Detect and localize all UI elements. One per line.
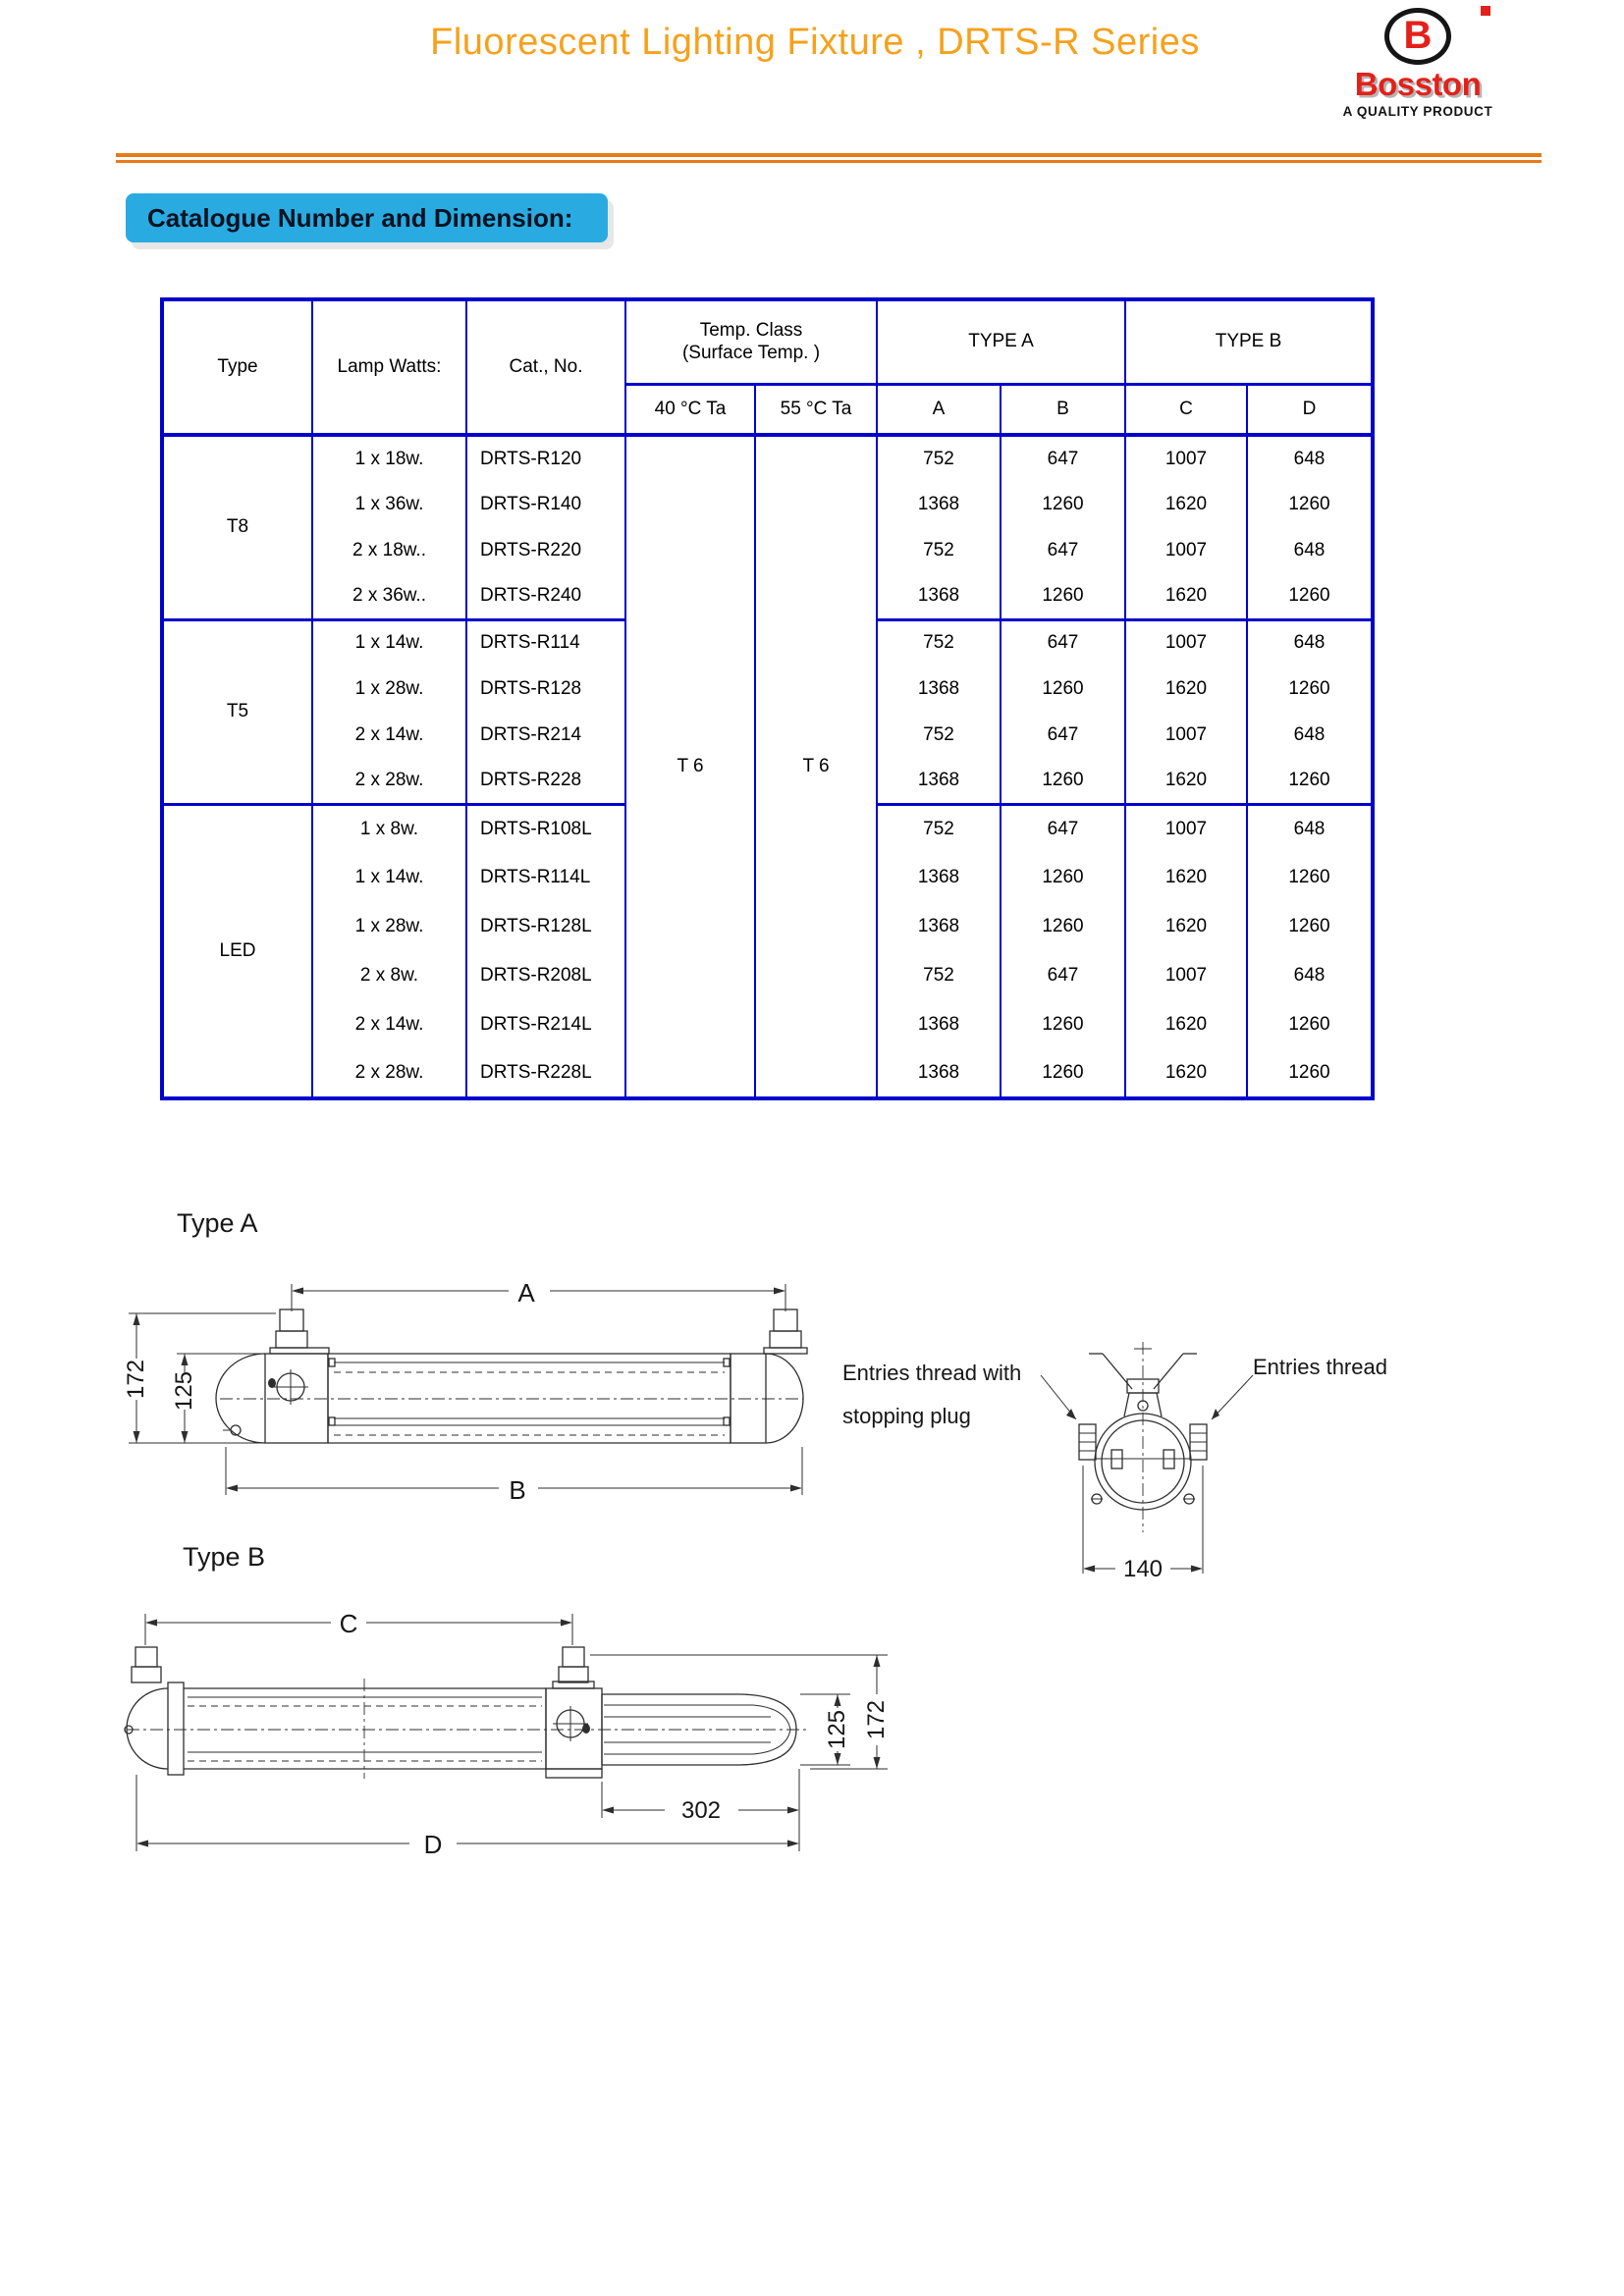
type-a-label: Type A: [177, 1208, 258, 1238]
col-header-type-b: TYPE B: [1125, 299, 1373, 384]
dim-b-cell: 1260: [1001, 1000, 1125, 1049]
lamp-watts-cell: 1 x 14w.: [312, 619, 466, 666]
dim-label-172-type-b: 172: [863, 1699, 890, 1740]
dim-a-cell: 1368: [877, 481, 1001, 527]
cat-no-cell: DRTS-R220: [466, 527, 625, 573]
type-group-cell: LED: [162, 804, 312, 1098]
brand-name: Bosston: [1354, 66, 1482, 102]
lamp-watts-cell: 1 x 8w.: [312, 804, 466, 853]
type-group-cell: T5: [162, 619, 312, 804]
table-row: [162, 435, 1373, 481]
dim-b-cell: 1260: [1001, 666, 1125, 712]
logo-b-icon: B: [1384, 8, 1451, 65]
type-b-drawing: [123, 1551, 903, 1865]
type-group-cell: T8: [162, 435, 312, 619]
cat-no-cell: DRTS-R208L: [466, 951, 625, 1000]
dim-c-cell: 1620: [1125, 1000, 1247, 1049]
dim-d-cell: 1260: [1247, 573, 1373, 619]
dim-c-cell: 1007: [1125, 527, 1247, 573]
cat-no-cell: DRTS-R228L: [466, 1049, 625, 1098]
dim-a-cell: 752: [877, 527, 1001, 573]
dim-b-cell: 647: [1001, 712, 1125, 758]
lamp-watts-cell: 2 x 36w..: [312, 573, 466, 619]
dim-b-cell: 1260: [1001, 902, 1125, 951]
dim-d-cell: 648: [1247, 435, 1373, 481]
col-header-type: Type: [162, 299, 312, 435]
dim-a-cell: 1368: [877, 573, 1001, 619]
lamp-watts-cell: 2 x 18w..: [312, 527, 466, 573]
cat-no-cell: DRTS-R108L: [466, 804, 625, 853]
lamp-watts-cell: 1 x 28w.: [312, 666, 466, 712]
cross-section-leader-lines: [1041, 1375, 1253, 1419]
dim-label-a: A: [517, 1278, 535, 1308]
catalogue-table-body: [162, 435, 1373, 1098]
dim-c-cell: 1007: [1125, 951, 1247, 1000]
dim-c-cell: 1620: [1125, 573, 1247, 619]
note-entries-thread: Entries thread: [1253, 1355, 1387, 1379]
lamp-watts-cell: 2 x 14w.: [312, 712, 466, 758]
lamp-watts-cell: 2 x 14w.: [312, 1000, 466, 1049]
dim-d-cell: 1260: [1247, 853, 1373, 902]
dim-a-cell: 752: [877, 712, 1001, 758]
lamp-watts-cell: 1 x 28w.: [312, 902, 466, 951]
dim-d-cell: 1260: [1247, 666, 1373, 712]
dim-label-140: 140: [1122, 1556, 1164, 1582]
dim-b-cell: 1260: [1001, 573, 1125, 619]
lamp-watts-cell: 1 x 36w.: [312, 481, 466, 527]
dim-d-cell: 648: [1247, 712, 1373, 758]
dim-a-cell: 752: [877, 435, 1001, 481]
dim-b-cell: 1260: [1001, 1049, 1125, 1098]
dim-label-125-type-b: 125: [824, 1709, 850, 1750]
cat-no-cell: DRTS-R128L: [466, 902, 625, 951]
cat-no-cell: DRTS-R114: [466, 619, 625, 666]
col-header-d: D: [1247, 384, 1373, 435]
dim-label-125-type-a: 125: [171, 1370, 197, 1412]
dim-a-cell: 1368: [877, 666, 1001, 712]
col-header-cat-no: Cat., No.: [466, 299, 625, 435]
dim-b-cell: 647: [1001, 951, 1125, 1000]
temp-class-55-cell: T 6: [755, 435, 877, 1098]
brand-logo: [1314, 8, 1522, 119]
dim-c-cell: 1007: [1125, 619, 1247, 666]
col-header-40c: 40 °C Ta: [625, 384, 755, 435]
dim-b-cell: 1260: [1001, 853, 1125, 902]
dim-d-cell: 1260: [1247, 758, 1373, 804]
temp-class-line1: Temp. Class: [699, 319, 803, 341]
dim-d-cell: 1260: [1247, 1000, 1373, 1049]
cat-no-cell: DRTS-R214L: [466, 1000, 625, 1049]
dim-c-cell: 1007: [1125, 712, 1247, 758]
cat-no-cell: DRTS-R240: [466, 573, 625, 619]
dim-d-cell: 1260: [1247, 902, 1373, 951]
header-rule-top: [116, 153, 1542, 157]
dim-a-cell: 752: [877, 619, 1001, 666]
col-header-c: C: [1125, 384, 1247, 435]
dim-a-cell: 752: [877, 951, 1001, 1000]
temp-class-line2: (Surface Temp. ): [681, 343, 821, 364]
dim-b-cell: 647: [1001, 435, 1125, 481]
type-b-label: Type B: [183, 1542, 266, 1572]
note-entries-thread-plug-line2: stopping plug: [842, 1404, 971, 1428]
dim-label-d: D: [423, 1830, 443, 1859]
dim-d-cell: 1260: [1247, 481, 1373, 527]
cat-no-cell: DRTS-R228: [466, 758, 625, 804]
dim-d-cell: 648: [1247, 527, 1373, 573]
brand-tagline: A QUALITY PRODUCT: [1342, 104, 1493, 119]
dim-c-cell: 1620: [1125, 481, 1247, 527]
cat-no-cell: DRTS-R128: [466, 666, 625, 712]
dim-label-172-type-a: 172: [123, 1359, 149, 1400]
cross-section-bracket: [1089, 1342, 1197, 1532]
cat-no-cell: DRTS-R114L: [466, 853, 625, 902]
dim-b-cell: 1260: [1001, 758, 1125, 804]
dim-label-302: 302: [680, 1797, 722, 1824]
dim-b-cell: 647: [1001, 527, 1125, 573]
col-header-55c: 55 °C Ta: [755, 384, 877, 435]
header-rule-bottom: [116, 160, 1542, 163]
dim-c-cell: 1620: [1125, 853, 1247, 902]
dim-label-b: B: [509, 1475, 526, 1505]
catalogue-table: [160, 297, 1375, 1100]
note-entries-thread-plug-line1: Entries thread with: [842, 1361, 1022, 1385]
dim-d-cell: 648: [1247, 619, 1373, 666]
dim-c-cell: 1620: [1125, 758, 1247, 804]
dim-label-c: C: [339, 1609, 358, 1638]
lamp-watts-cell: 2 x 28w.: [312, 758, 466, 804]
cat-no-cell: DRTS-R214: [466, 712, 625, 758]
dim-c-cell: 1007: [1125, 804, 1247, 853]
col-header-b: B: [1001, 384, 1125, 435]
cat-no-cell: DRTS-R120: [466, 435, 625, 481]
type-b-fixture: [125, 1647, 810, 1779]
dim-d-cell: 648: [1247, 804, 1373, 853]
dim-a-cell: 1368: [877, 853, 1001, 902]
dim-c-cell: 1007: [1125, 435, 1247, 481]
lamp-watts-cell: 2 x 8w.: [312, 951, 466, 1000]
section-heading-box: [126, 193, 608, 242]
lamp-watts-cell: 1 x 14w.: [312, 853, 466, 902]
col-header-a: A: [877, 384, 1001, 435]
col-header-temp-class: [625, 299, 877, 384]
dim-b-cell: 1260: [1001, 481, 1125, 527]
dim-c-cell: 1620: [1125, 666, 1247, 712]
dim-a-cell: 752: [877, 804, 1001, 853]
dim-d-cell: 648: [1247, 951, 1373, 1000]
dim-b-cell: 647: [1001, 804, 1125, 853]
lamp-watts-cell: 2 x 28w.: [312, 1049, 466, 1098]
dim-c-cell: 1620: [1125, 1049, 1247, 1098]
cat-no-cell: DRTS-R140: [466, 481, 625, 527]
type-a-dimension-heights: [129, 1313, 276, 1443]
dim-a-cell: 1368: [877, 1049, 1001, 1098]
dim-d-cell: 1260: [1247, 1049, 1373, 1098]
dim-a-cell: 1368: [877, 1000, 1001, 1049]
lamp-watts-cell: 1 x 18w.: [312, 435, 466, 481]
col-header-lamp-watts: Lamp Watts:: [312, 299, 466, 435]
dim-b-cell: 647: [1001, 619, 1125, 666]
registered-mark-icon: [1481, 6, 1490, 16]
page-title: Fluorescent Lighting Fixture , DRTS-R Series: [430, 22, 1200, 63]
dim-a-cell: 1368: [877, 902, 1001, 951]
section-heading: Catalogue Number and Dimension:: [147, 203, 573, 233]
dim-c-cell: 1620: [1125, 902, 1247, 951]
temp-class-40-cell: T 6: [625, 435, 755, 1098]
type-a-fixture: [216, 1309, 807, 1443]
dim-a-cell: 1368: [877, 758, 1001, 804]
col-header-type-a: TYPE A: [877, 299, 1125, 384]
